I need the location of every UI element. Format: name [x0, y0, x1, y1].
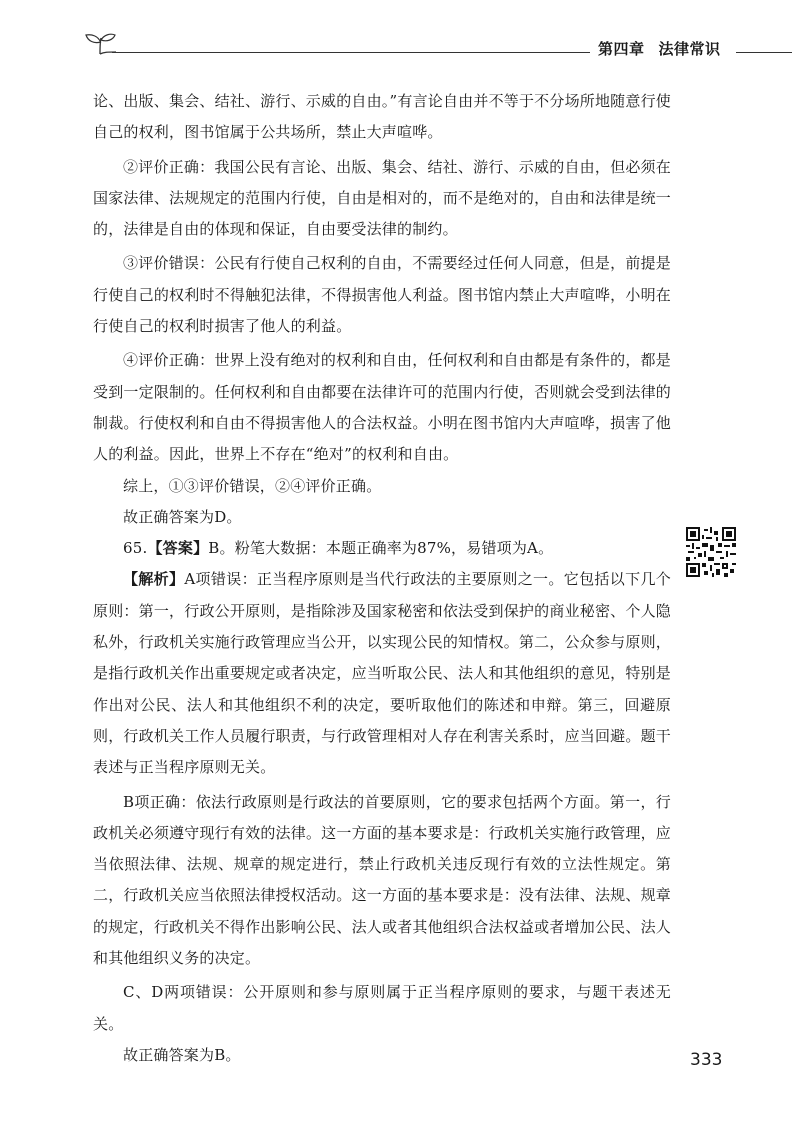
chapter-number: 第四章 [598, 40, 645, 58]
paragraph-option-b: B项正确：依法行政原则是行政法的首要原则，它的要求包括两个方面。第一，行政机关必须遵守现行有效的法律。这一方面的基本要求是：行政机关实施行政管理，应当依照法律、法规、规章的规定进行，禁止行政机关违反现行有效的立法性规定。第二，行政机关应当依照法律授权活动。这一方面的基本要求是：没有法律、法规、规章的规定，行政机关不得作出影响公民、法人或者其他组织合法权益或者增加公民、法人和其他组织义务的决定。 [93, 792, 671, 968]
running-header [598, 38, 721, 59]
page-header [0, 0, 800, 80]
paragraph-analysis [93, 564, 671, 783]
analysis-label: 【解析】 [123, 570, 185, 589]
paragraph-evaluation-3: ③评价错误：公民有行使自己权利的自由，不需要经过任何人同意，但是，前提是行使自己的权利时不得触犯法律，不得损害他人利益。图书馆内禁止大声喧哗，小明在行使自己的权利时损害了他人的利益。 [93, 254, 671, 336]
paragraph-option-cd: C、D两项错误：公开原则和参与原则属于正当程序原则的要求，与题干表述无关。 [93, 983, 671, 1033]
answer-text: B。粉笔大数据：本题正确率为87%，易错项为A。 [208, 539, 554, 558]
paragraph-summary: 综上，①③评价错误，②④评价正确。 [123, 476, 382, 495]
header-rule-right [736, 52, 792, 53]
analysis-text: A项错误：正当程序原则是当代行政法的主要原则之一。它包括以下几个原则：第一，行政公开原则，是指除涉及国家秘密和依法受到保护的商业秘密、个人隐私外，行政机关实施行政管理应当公开，以实现公民的知情权。第二，公众参与原则，是指行政机关作出重要规定或者决定，应当听取公民、法人和其他组织的意见，特别是作出对公民、法人和其他组织不利的决定，要听取他们的陈述和申辩。第三，回避原则，行政机关工作人员履行职责，与行政管理相对人存在利害关系时，应当回避。题干表述与正当程序原则无关。 [93, 570, 671, 777]
paragraph-answer-64: 故正确答案为D。 [123, 507, 242, 526]
paragraph-evaluation-2: ②评价正确：我国公民有言论、出版、集会、结社、游行、示威的自由，但必须在国家法律、法规规定的范围内行使，自由是相对的，而不是绝对的，自由和法律是统一的，法律是自由的体现和保证，自由要受法律的制约。 [93, 157, 671, 239]
header-rule-left [112, 52, 590, 53]
qr-code-icon[interactable] [686, 527, 736, 577]
question-number: 65. [123, 539, 148, 558]
chapter-title: 法律常识 [658, 40, 721, 58]
paragraph-evaluation-4: ④评价正确：世界上没有绝对的权利和自由，任何权利和自由都是有条件的，都是受到一定限制的。任何权利和自由都要在法律许可的范围内行使，否则就会受到法律的制裁。行使权利和自由不得损害他人的合法权益。小明在图书馆内大声喧哗，损害了他人的利益。因此，世界上不存在“绝对”的权利和自由。 [93, 351, 671, 464]
paragraph-continued: 论、出版、集会、结社、游行、示威的自由。”有言论自由并不等于不分场所地随意行使自己的权利，图书馆属于公共场所，禁止大声喧哗。 [93, 92, 671, 142]
page-body [93, 86, 671, 1071]
page-number: 333 [690, 1050, 723, 1070]
paragraph-final-answer: 故正确答案为B。 [123, 1045, 241, 1064]
answer-label: 【答案】 [147, 539, 209, 558]
paragraph-answer-65 [93, 533, 671, 564]
